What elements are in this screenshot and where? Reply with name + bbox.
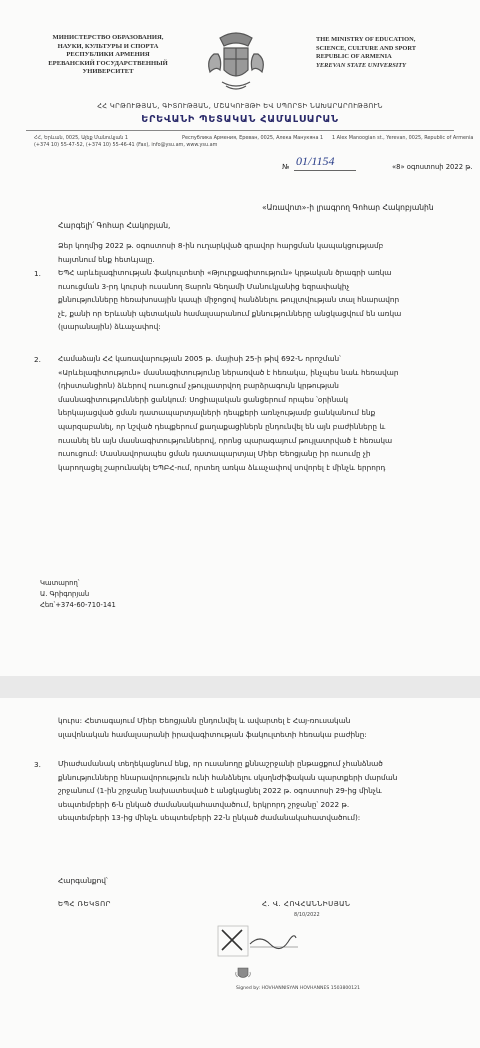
header-ru-line: НАУКИ, КУЛЬТУРЫ И СПОРТА bbox=[57, 42, 159, 50]
greeting: Հարգելի՛ Գոհար Հակոբյան, bbox=[58, 221, 171, 230]
item-2-paragraph bbox=[58, 352, 442, 474]
item-1-paragraph bbox=[58, 266, 442, 334]
doc-number-value: 01/1154 bbox=[296, 154, 335, 168]
header-english bbox=[316, 36, 476, 70]
continuation-paragraph bbox=[58, 714, 442, 741]
address-line: (+374 10) 55-47-52, (+374 10) 55-46-41 (Fax), info@ysu.am, www.ysu.am bbox=[34, 141, 218, 148]
rector-name: Հ. Վ. ՀՈՎՀԱՆՆԻՍՅԱՆ bbox=[262, 900, 351, 908]
text-line: ԵՊՀ արևելագիտության ֆակուլտետի «Թյուրքագիտություն» կրթական ծրագրի առկա bbox=[58, 268, 392, 277]
item-number: 2. bbox=[34, 355, 41, 364]
text-line: սեպտեմբերի 13-ից մինչև սեպտեմբերի 22-ն ընկած ժամանակահատվածում): bbox=[58, 813, 361, 823]
text-line: Համաձայն ՀՀ կառավարության 2005 թ. մայիսի 25-ի թիվ 692-Ն որոշման՝ bbox=[58, 354, 341, 363]
text-line: ներկայացված ցման դատապարտյալների դեպքերի առնչությամբ ցանկանում ենք bbox=[58, 408, 376, 418]
header-ru-line: УНИВЕРСИТЕТ bbox=[82, 68, 134, 76]
executor-phone: Հեռ՝+374-60-710-141 bbox=[40, 601, 116, 610]
letter-page-2 bbox=[0, 698, 480, 1048]
e-signature-seal-icon bbox=[216, 920, 300, 960]
text-line: հայտնում ենք հետևյալը. bbox=[58, 254, 155, 264]
text-line: (դիստանցիոն) ձևերով ուսուցում չթույլատրվող բարձրագույն կրթության bbox=[58, 381, 339, 391]
coat-of-arms-icon bbox=[200, 26, 272, 98]
ministry-name-armenian: ՀՀ ԿՐԹՈՒԹՅԱՆ, ԳԻՏՈՒԹՅԱՆ, ՄՇԱԿՈՒՅԹԻ ԵՎ ՍՊՈՐՏԻ ՆԱԽԱՐԱՐՈՒԹՅՈՒՆ bbox=[97, 102, 383, 110]
executor-block bbox=[40, 578, 116, 612]
doc-number-underline bbox=[294, 170, 356, 171]
executor-label: Կատարող՝ bbox=[40, 579, 80, 587]
item-number: 1. bbox=[34, 269, 41, 278]
header-en-line: REPUBLIC OF ARMENIA bbox=[316, 53, 392, 61]
text-line: կուրս: Հետագայում Միեր Եեոցյանն ընդունվել և ավարտել է Հայ-ռուսական bbox=[58, 716, 351, 725]
address-english: 1 Alex Manoogian st., Yerevan, 0025, Republic of Armenia bbox=[332, 135, 474, 141]
text-line: ուսուցման 3-րդ կուրսի ուսանող Տարոն Գեղամի Մանուկյանից եզրափակիչ bbox=[58, 281, 350, 291]
text-line: ուսուցում: Մասնավորապես ցման դատապարտյալ Միեր Եեոցյանը իր ուսումը չի bbox=[58, 449, 371, 459]
coat-of-arms-icon bbox=[234, 964, 252, 982]
recipient: «Առավոտ»-ի լրագրող Գոհար Հակոբյանին bbox=[262, 203, 434, 212]
address-line: ՀՀ, Երևան, 0025, Ալեք Մանուկյան 1 bbox=[34, 135, 129, 141]
intro-paragraph bbox=[58, 239, 442, 266]
text-line: Միաժամանակ տեղեկացնում ենք, որ ուսանողը քննաշրջանի ընթացքում չհանձնած bbox=[58, 759, 383, 768]
header-en-line: SCIENCE, CULTURE AND SPORT bbox=[316, 44, 417, 52]
header-divider bbox=[26, 130, 454, 131]
text-line: Ձեր կողմից 2022 թ. օգոստոսի 8-ին ուղարկված գրավոր հարցման կապակցությամբ bbox=[58, 241, 384, 250]
header-ru-line: МИНИСТЕРСТВО ОБРАЗОВАНИЯ, bbox=[52, 34, 164, 41]
item-3-paragraph bbox=[58, 757, 442, 825]
text-line: շրջանում (1-ին շրջանը նախատեսված է անցկացնել 2022 թ. օգոստոսի 29-ից մինչև bbox=[58, 786, 382, 796]
text-line: պարզաբանել, որ նշված դեպքերում քաղաքացիներն ընդունվել են այն բաժինները և bbox=[58, 421, 386, 431]
signature-date: 8/10/2022 bbox=[294, 912, 320, 918]
closing: Հարգանքով՝ bbox=[58, 876, 108, 885]
text-line: մասնագիտությունների ցանկում: Սոցիալական ցանցերում որպես ՝օրինակ bbox=[58, 394, 348, 404]
header-ru-line: ЕРЕВАНСКИЙ ГОСУДАРСТВЕННЫЙ bbox=[48, 59, 168, 67]
header-ru-line: РЕСПУБЛИКИ АРМЕНИЯ bbox=[66, 51, 150, 59]
text-line: չէ, քանի որ Երևանի պետական համալսարանում քննությունները անցկացվում են առկա bbox=[58, 308, 402, 318]
doc-number-label: № bbox=[282, 163, 290, 171]
doc-date: «8» օգոստոսի 2022 թ. bbox=[392, 163, 473, 171]
university-name-armenian: ԵՐԵՎԱՆԻ ՊԵՏԱԿԱՆ ՀԱՄԱԼՍԱՐԱՆ bbox=[141, 114, 339, 125]
text-line: (լսարանային) ձևաչափով: bbox=[58, 322, 161, 332]
header-en-line: YEREVAN STATE UNIVERSITY bbox=[316, 61, 407, 69]
executor-name: Ա. Գրիգորյան bbox=[40, 590, 90, 599]
address-russian: Республика Армения, Ереван, 0025, Алека Манукяна 1 bbox=[182, 135, 324, 141]
text-line: քննությունները հեռախոսային կապի միջոցով հանձնելու թույլտվության տալ հնարավոր bbox=[58, 295, 400, 305]
text-line: ուսանել են այն մասնագիտություններով, որոնց պարագայում թույլատրված է հեռակա bbox=[58, 435, 393, 445]
rector-title: ԵՊՀ ՌԵԿՏՈՐ bbox=[58, 900, 111, 908]
text-line: սեպտեմբերի 6-ն ընկած ժամանակահատվածում, երկրորդ շրջանը՝ 2022 թ. bbox=[58, 799, 350, 809]
e-signature-caption: Signed by: HOVHANNISYAN HOVHANNES 1503800121 bbox=[236, 986, 360, 991]
text-line: սլավոնական համալսարանի իրավագիտության ֆակուլտետի հեռակա բաժինը: bbox=[58, 729, 367, 739]
text-line: կարողացել շարունակել ԵՊԲՀ-ում, որտեղ առկա ձևաչափով սովորել է մինչև երրորդ bbox=[58, 462, 386, 472]
text-line: քննությունները հնարավորություն ունի հանձնելու սկսղնժիֆական պարտքերի մարման bbox=[58, 772, 398, 782]
header-russian bbox=[24, 34, 192, 77]
item-number: 3. bbox=[34, 760, 41, 769]
header-en-line: THE MINISTRY OF EDUCATION, bbox=[316, 36, 416, 43]
text-line: «Արևելագիտություն» մասնագիտությունը ներառված է հեռակա, ինչպես նաև հեռավար bbox=[58, 367, 399, 377]
